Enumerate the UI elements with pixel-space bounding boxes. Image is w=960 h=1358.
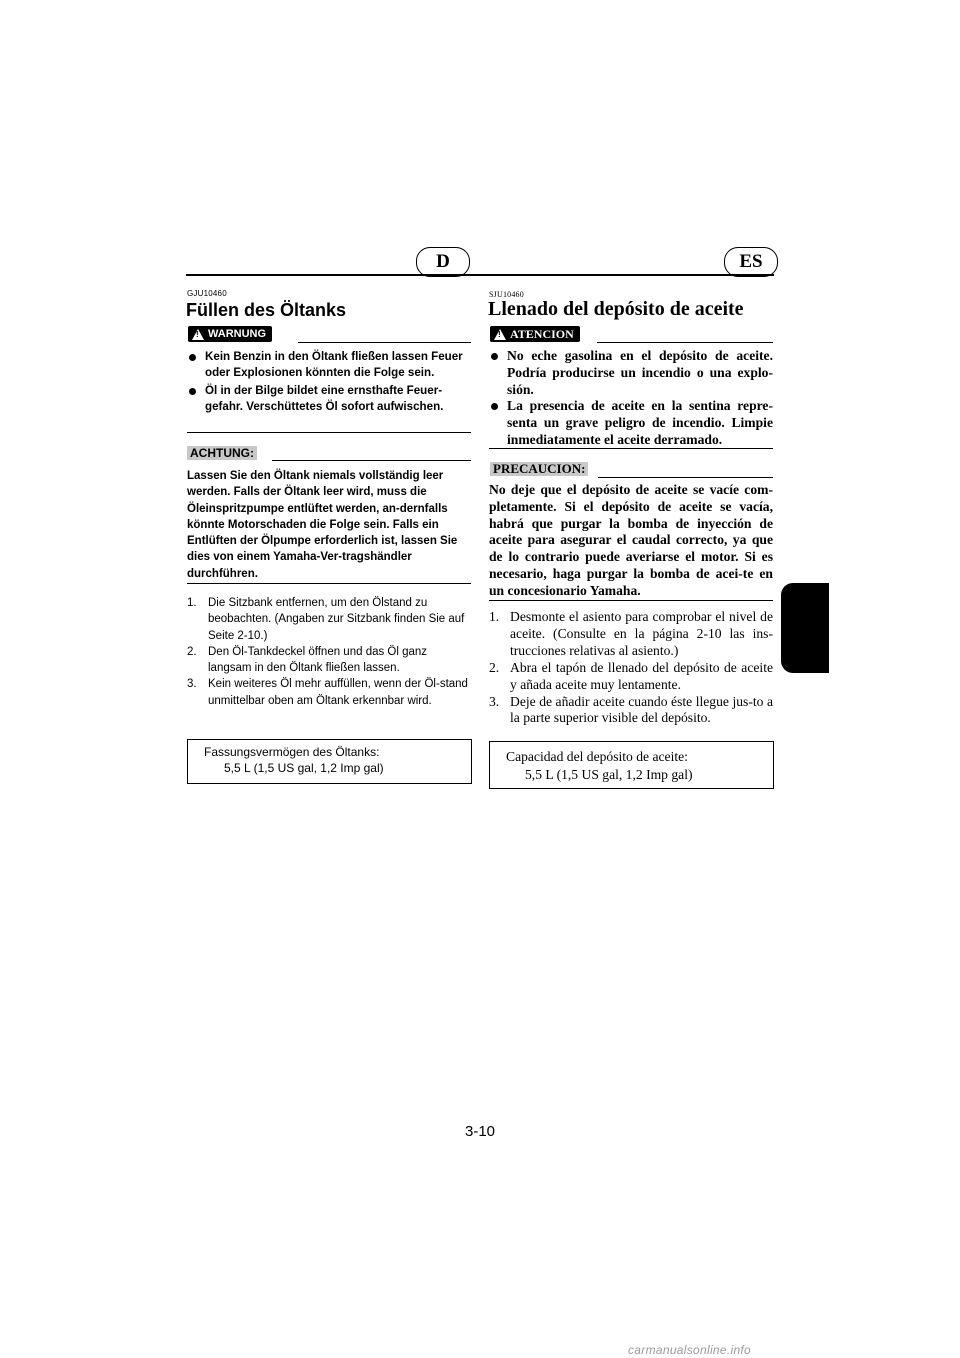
warning-label-es [490,326,580,342]
warning-triangle-icon [494,329,506,340]
warning-item-es: No eche gasolina en el depósito de aceite. Podría producirse un incendio o una explo-sión. [489,348,773,398]
watermark: carmanualsonline.info [628,1343,752,1357]
warning-rule-es [597,342,773,343]
section-code-de: GJU10460 [187,289,227,298]
capacity-label-de: Fassungsvermögen des Öltanks: [204,745,380,759]
header-rule [186,274,774,276]
capacity-label-es: Capacidad del depósito de aceite: [506,749,688,764]
warning-end-rule-de [187,432,471,433]
steps-list-es [489,609,773,727]
capacity-value-de: 5,5 L (1,5 US gal, 1,2 Imp gal) [224,761,384,775]
warning-item-es: La presencia de aceite en la sentina repre-senta un grave peligro de incendio. Limpie inmediatamente el aceite derramado. [489,398,773,448]
section-code-es: SJU10460 [489,290,524,299]
section-title-es: Llenado del depósito de aceite [488,298,744,320]
language-code-es: ES [739,251,763,272]
step-item-de: 1. Die Sitzbank entfernen, um den Ölstand zu beobachten. (Angaben zur Sitzbank finden Sie auf Seite 2-10.) [187,597,465,642]
caution-label-es [490,462,588,476]
caution-label-text-es: PRECAUCION: [493,461,586,476]
language-badge-es [724,247,778,277]
caution-text-de: Lassen Sie den Öltank niemals vollständig leer werden. Falls der Öltank leer wird, muss die Öleinspritzpumpe entlüftet werden, an-dernfalls könnte Motorschaden die Folge sein. Falls ein Entlüften der Ölpumpe erforderlich ist, lassen Sie dies von einem Yamaha-Ver-tragshändler durchführen. [187,470,458,580]
caution-label-de [187,446,257,460]
capacity-box-es [489,741,774,789]
step-item-es: 3. Deje de añadir aceite cuando éste llegue jus-to a la parte superior visible del depósito. [489,693,773,726]
caution-rule-es [598,477,773,478]
capacity-value-es: 5,5 L (1,5 US gal, 1,2 Imp gal) [525,767,693,782]
warning-label-text-de: WARNUNG [208,328,267,340]
language-code-de: D [436,251,450,272]
caution-rule-de [272,460,471,461]
warning-rule-de [298,342,471,343]
steps-list-de [187,595,471,709]
page-number: 3-10 [464,1123,496,1140]
step-item-de: 2. Den Öl-Tankdeckel öffnen und das Öl ganz langsam in den Öltank fließen lassen. [187,645,428,675]
step-item-es: 1. Desmonte el asiento para comprobar el nivel de aceite. (Consulte en la página 2-10 las ins-trucciones relativas al asiento.) [489,609,773,658]
caution-end-rule-de [187,583,471,584]
warning-triangle-icon [192,329,204,340]
capacity-box-de [187,739,472,784]
caution-text-es: No deje que el depósito de aceite se vacíe com-pletamente. Si el depósito de aceite se vacía, habrá que purgar la bomba de inyección de aceite para asegurar el caudal correcto, ya que de lo contrario puede averiarse el motor. Si es necesario, haga purgar la bomba de acei-te en un concesionario Yamaha. [489,482,773,598]
warning-list-es [489,348,773,449]
warning-item-de: Kein Benzin in den Öltank fließen lassen Feuer oder Explosionen könnten die Folge sein. [187,349,471,382]
warning-end-rule-es [489,448,773,449]
warning-list-de [187,349,471,417]
caution-end-rule-es [489,600,773,601]
warning-label-text-es: ATENCION [510,326,574,341]
warning-item-de: Öl in der Bilge bildet eine ernsthafte Feuer-gefahr. Verschüttetes Öl sofort aufwischen. [187,383,471,416]
warning-label-de [188,326,272,342]
section-title-de: Füllen des Öltanks [186,300,347,320]
caution-label-text-de: ACHTUNG: [190,446,254,460]
language-badge-de [416,247,470,277]
step-item-es: 2. Abra el tapón de llenado del depósito de aceite y añada aceite muy lentamente. [489,659,773,692]
step-item-de: 3. Kein weiteres Öl mehr auffüllen, wenn der Öl-stand unmittelbar oben am Öltank erkennbar wird. [187,678,468,707]
chapter-tab [781,583,829,673]
